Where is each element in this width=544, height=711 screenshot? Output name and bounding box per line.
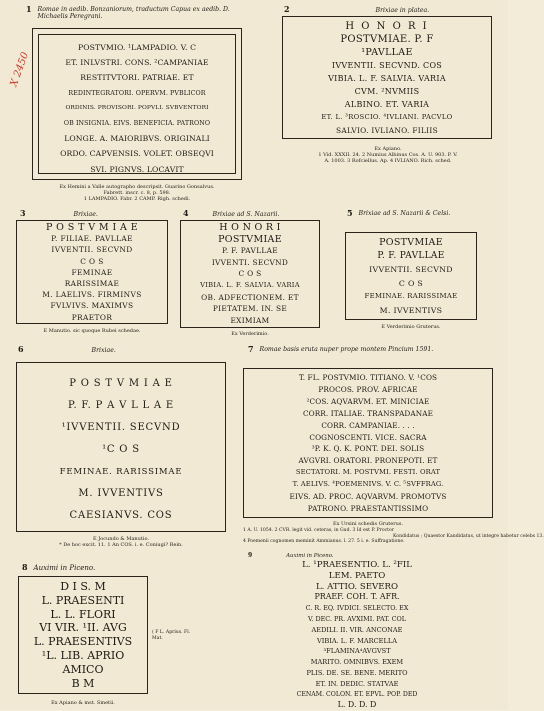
inscription-7-text bbox=[246, 372, 490, 515]
inscription-2-frame bbox=[282, 16, 492, 139]
inscription-5-number: 5 bbox=[347, 208, 353, 218]
inscription-line: EXIMIAM bbox=[230, 315, 270, 325]
inscription-line: PIETATEM. IN. SE bbox=[212, 304, 288, 314]
inscription-line: L. ATTIO. SEVERO bbox=[315, 581, 399, 592]
inscription-line: OB INSIGNIA. EIVS. BENEFICIA. PATRONO bbox=[63, 120, 211, 128]
inscription-line: POSTVMIAE bbox=[218, 233, 282, 245]
inscription-line: P. F. P A V L L A E bbox=[67, 400, 175, 411]
inscription-line: VI VIR. ¹II. AVG bbox=[39, 621, 127, 635]
inscription-line: P O S T V M I A E bbox=[45, 222, 139, 233]
inscription-line: ALBINO. ET. VARIA bbox=[344, 100, 430, 109]
inscription-1-location: Romae in aedib. Bonzaniorum, traductum Capua ex aedib. D. Michaelis Peregrani. bbox=[37, 6, 230, 20]
inscription-6-location: Brixiae. bbox=[91, 347, 116, 354]
note-line: Ex Verderimio. bbox=[231, 331, 269, 337]
inscription-line: ET. INLVSTRI. CONS. ²CAMPANIAE bbox=[65, 58, 209, 68]
inscription-line: MARITO. OMNIBVS. EXEM bbox=[310, 658, 404, 667]
inscription-line: L. PRAESENTIVS bbox=[33, 635, 133, 649]
inscription-line: C O S bbox=[238, 269, 262, 279]
inscription-line: CENAM. COLON. ET. EPVL. POP. DED bbox=[296, 690, 418, 698]
inscription-line: IVVENTII. SECVND bbox=[51, 245, 133, 255]
inscription-line: P. F. PAVLLAE bbox=[222, 246, 278, 256]
inscription-2-number: 2 bbox=[284, 4, 290, 14]
inscription-line: IVVENTII. SECVND. COS bbox=[331, 61, 443, 70]
inscription-line: EIVS. AD. PROC. AQVARVM. PROMOTVS bbox=[289, 492, 447, 502]
inscription-line: ¹PAVLLAE bbox=[361, 47, 413, 58]
inscription-5-text bbox=[347, 236, 475, 317]
inscription-line: M. LAELIVS. FIRMINVS bbox=[42, 290, 142, 300]
inscription-line: ³P. K. Q. K. PONT. DEI. SOLIS bbox=[311, 444, 425, 454]
note-line: Ex Apiano. bbox=[374, 146, 402, 152]
note-line: A. 1003. 3 Rofciellus. Ap. 4 IVLIANO. Rich. sched. bbox=[324, 158, 452, 164]
note-line: 1 A. U. 1054. 2 CVR. legit vid. ceteras, in Gud. 3 Id est P. Proctor bbox=[243, 528, 394, 533]
inscription-line: REDINTEGRATORI. OPERVM. PVBLICOR bbox=[68, 89, 206, 97]
inscription-1-frame bbox=[32, 28, 242, 180]
note-line: Ex Hemini a Valle autographo descripsit. Guarino Gonsalvus. bbox=[59, 184, 215, 190]
inscription-line: VIBIA. L. F. SALVIA. VARIA bbox=[328, 74, 446, 83]
inscription-8-text bbox=[20, 580, 146, 690]
inscription-line: CAESIANVS. COS bbox=[69, 510, 173, 521]
inscription-9-number: 9 bbox=[248, 552, 253, 559]
inscription-7-number: 7 bbox=[248, 344, 254, 354]
inscription-line: H O N O R I bbox=[219, 222, 281, 233]
inscription-5-frame bbox=[345, 232, 477, 320]
inscription-line: FEMINAE. RARISSIMAE bbox=[59, 467, 183, 477]
inscription-9-location: Auximi in Piceno. bbox=[286, 553, 334, 559]
inscription-line: H O N O R I bbox=[345, 21, 429, 32]
inscription-1-text bbox=[41, 40, 233, 177]
inscription-line: AVGVRI. ORATORI. PRONEPOTI. ET bbox=[298, 456, 438, 466]
inscription-7-header bbox=[248, 346, 470, 354]
inscription-6-header bbox=[18, 346, 116, 354]
inscription-8-notes bbox=[18, 700, 148, 706]
note-line: Ex Apiano & mst. Smetii. bbox=[51, 700, 115, 706]
inscription-line: POSTVMIAE bbox=[379, 237, 443, 248]
inscription-6-frame bbox=[16, 362, 226, 532]
inscription-line: LEM. PAETO bbox=[328, 570, 386, 581]
inscription-line: AMICO bbox=[62, 662, 104, 676]
note-line: 1 Vid. XXXII. 24. 2 Numius Albinus Cos. A. U. 903. P. V. bbox=[318, 152, 458, 158]
note-line: 4 Poemenii cognomen meminit Ammianus. l. 27. 5 i. e. Suffragatione. bbox=[243, 539, 405, 545]
inscription-4-number: 4 bbox=[183, 208, 189, 218]
inscription-line: M. IVVENTIVS bbox=[78, 488, 164, 499]
note-line: E Manutio. sic quoque Rubei schedae. bbox=[43, 328, 141, 334]
inscription-line: COGNOSCENTI. VICE. SACRA bbox=[309, 432, 427, 442]
archive-stamp: X 2450 bbox=[8, 50, 32, 89]
inscription-3-number: 3 bbox=[20, 208, 26, 218]
inscription-8-side-note: ( F L. Aprius. Fl. Mat. bbox=[152, 630, 191, 641]
inscription-line: ET. L. ³ROSCIO. ⁴IVLIANI. PACVLO bbox=[321, 113, 453, 121]
note-line: E Jocundo & Manutio. bbox=[93, 536, 149, 542]
inscription-6-text bbox=[19, 373, 223, 527]
inscription-line: ORDO. CAPVENSIS. VOLET. OBSEQVI bbox=[60, 149, 214, 159]
inscription-line: ¹L. LIB. APRIO bbox=[41, 648, 125, 662]
inscription-line: PRAEF. COH. T. AFR. bbox=[314, 592, 400, 602]
inscription-3-header bbox=[20, 210, 98, 218]
inscription-line: P O S T V M I A E bbox=[69, 378, 173, 389]
inscription-1-header bbox=[26, 6, 238, 20]
inscription-line: P. FILIAE. PAVLLAE bbox=[51, 234, 133, 244]
inscription-line: C O S bbox=[80, 256, 104, 266]
inscription-line: OB. ADFECTIONEM. ET bbox=[201, 292, 299, 302]
inscription-6-number: 6 bbox=[18, 344, 24, 354]
inscription-line: SVI. PIGNVS. LOCAVIT bbox=[90, 164, 184, 174]
inscription-5-notes bbox=[345, 324, 477, 330]
inscription-7-frame bbox=[243, 368, 493, 518]
inscription-line: ³FLAMINA⁴AVGVST bbox=[323, 647, 391, 656]
inscription-line: C O S bbox=[398, 278, 424, 288]
inscription-4-notes bbox=[180, 331, 320, 337]
inscription-line: FVLVIVS. MAXIMVS bbox=[50, 301, 134, 311]
inscription-2-location: Brixiae in platea. bbox=[375, 7, 430, 14]
inscription-line: POSTVMIAE. P. F bbox=[340, 34, 434, 45]
inscription-7-footnotes bbox=[243, 528, 544, 545]
inscription-line: PROCOS. PROV. AFRICAE bbox=[318, 384, 418, 394]
inscription-4-header bbox=[183, 210, 279, 218]
inscription-line: ²COS. AQVARVM. ET. MINICIAE bbox=[306, 396, 430, 406]
inscription-line: L. ¹PRAESENTIO. L. ²FIL bbox=[302, 560, 412, 570]
inscription-2-notes bbox=[282, 146, 494, 164]
inscription-line: SECTATORI. M. POSTVMI. FESTI. ORAT bbox=[295, 468, 441, 477]
inscription-line: CORR. ITALIAE. TRANSPADANAE bbox=[302, 408, 434, 418]
inscription-9-header bbox=[248, 552, 334, 560]
inscription-8-number: 8 bbox=[22, 562, 28, 572]
inscription-line: VIBIA. L. F. SALVIA. VARIA bbox=[200, 280, 300, 289]
inscription-line: ET. IN. DEDIC. STATVAE bbox=[315, 679, 399, 688]
inscription-line: PLIS. DE. SE. BENE. MERITO bbox=[306, 668, 408, 677]
note-line: Fabrett. inscr. c. 8, p. 598. bbox=[103, 190, 171, 196]
inscription-4-location: Brixiae ad S. Nazarii. bbox=[212, 211, 280, 218]
inscription-line: P. F. PAVLLAE bbox=[377, 250, 445, 261]
inscription-line: L. PRAESENTI bbox=[41, 593, 125, 607]
inscription-line: L. D. D. D bbox=[337, 700, 377, 710]
inscription-line: CVM. ²NVMIIS bbox=[354, 87, 420, 96]
inscription-8-header bbox=[22, 564, 95, 572]
inscription-line: IVVENTII. SECVND bbox=[369, 265, 453, 274]
inscription-1-number: 1 bbox=[26, 4, 32, 14]
note-line: Kondidatus ; Quaestor Kandidatus, ut integre habetur celebs 13. bbox=[393, 533, 544, 539]
inscription-3-frame bbox=[16, 220, 168, 324]
inscription-line: RESTITVTORI. PATRIAE. ET bbox=[80, 73, 194, 83]
inscription-4-frame bbox=[180, 220, 320, 328]
inscription-9-lines bbox=[244, 560, 470, 711]
inscription-line: POSTVMIO. ¹LAMPADIO. V. C bbox=[77, 43, 197, 52]
inscription-line: FEMINAE bbox=[71, 267, 113, 277]
inscription-line: ¹IVVENTII. SECVND bbox=[61, 422, 181, 433]
inscription-4-text bbox=[182, 222, 318, 326]
inscription-8-frame bbox=[18, 576, 148, 694]
note-line: Ex Ursini schedis Gruterus. bbox=[332, 521, 404, 527]
inscription-5-location: Brixiae ad S. Nazarii & Celsi. bbox=[358, 210, 451, 217]
inscription-line: IVVENTI. SECVND bbox=[211, 257, 289, 267]
inscription-9-text bbox=[244, 560, 470, 711]
inscription-line: RARISSIMAE bbox=[64, 279, 120, 289]
note-line: E Verderimio Gruterus. bbox=[381, 324, 441, 330]
inscription-line: FEMINAE. RARISSIMAE bbox=[364, 292, 458, 300]
inscription-line: VIBIA. L. F. MARCELLA bbox=[317, 636, 397, 645]
inscription-line: SALVIO. IVLIANO. FILIIS bbox=[336, 126, 438, 135]
inscription-3-location: Brixiae. bbox=[73, 211, 98, 218]
inscription-5-header bbox=[347, 210, 479, 218]
inscription-line: CORR. CAMPANIAE. . . . bbox=[321, 420, 415, 430]
inscription-line: T. AELIVS. ⁴POEMENIVS. V. C. ⁵SVFFRAG. bbox=[292, 480, 444, 489]
inscription-6-notes bbox=[14, 536, 228, 548]
inscription-8-location: Auximi in Piceno. bbox=[33, 564, 96, 572]
note-line: 1 LAMPADIO. Fabr. 2 CAMP. Righ. schedi. bbox=[83, 196, 191, 202]
inscription-line: V. DEC. PR. AVXIMI. PAT. COL bbox=[307, 614, 407, 623]
note-line: * De hoc excit. 11. 1 An COS. i. e. Coniugi? Rein. bbox=[59, 542, 183, 548]
inscription-line: B M bbox=[71, 676, 95, 690]
inscription-7-location: Romae basis eruta nuper prope montem Pincium 1591. bbox=[259, 346, 434, 353]
inscription-3-notes bbox=[14, 328, 170, 334]
inscription-1-inner-frame bbox=[38, 34, 236, 174]
inscription-2-header bbox=[284, 6, 429, 14]
inscription-line: AEDILI. II. VIR. ANCONAE bbox=[311, 625, 403, 634]
inscription-line: T. FL. POSTVMIO. TITIANO. V. ¹COS bbox=[298, 373, 438, 382]
inscription-7-notes-source bbox=[243, 521, 493, 527]
inscription-line: M. IVVENTIVS bbox=[379, 305, 443, 315]
inscription-line: LONGE. A. MAIORIBVS. ORIGINALI bbox=[64, 134, 210, 144]
inscription-3-text bbox=[18, 222, 166, 323]
inscription-line: ¹C O S bbox=[102, 444, 140, 455]
inscription-line: D I S. M bbox=[60, 580, 106, 593]
inscription-line: C. R. EQ. IVDICI. SELECTO. EX bbox=[305, 604, 409, 613]
inscription-2-text bbox=[285, 20, 489, 137]
inscription-line: L. L. FLORI bbox=[50, 607, 116, 621]
inscription-1-notes bbox=[30, 184, 244, 202]
inscription-line: PATRONO. PRAESTANTISSIMO bbox=[307, 503, 429, 513]
inscription-line: PRAETOR bbox=[71, 312, 113, 322]
inscription-line: ORDINIS. PROVISORI. POPVLI. SVBVENTORI bbox=[65, 104, 209, 111]
